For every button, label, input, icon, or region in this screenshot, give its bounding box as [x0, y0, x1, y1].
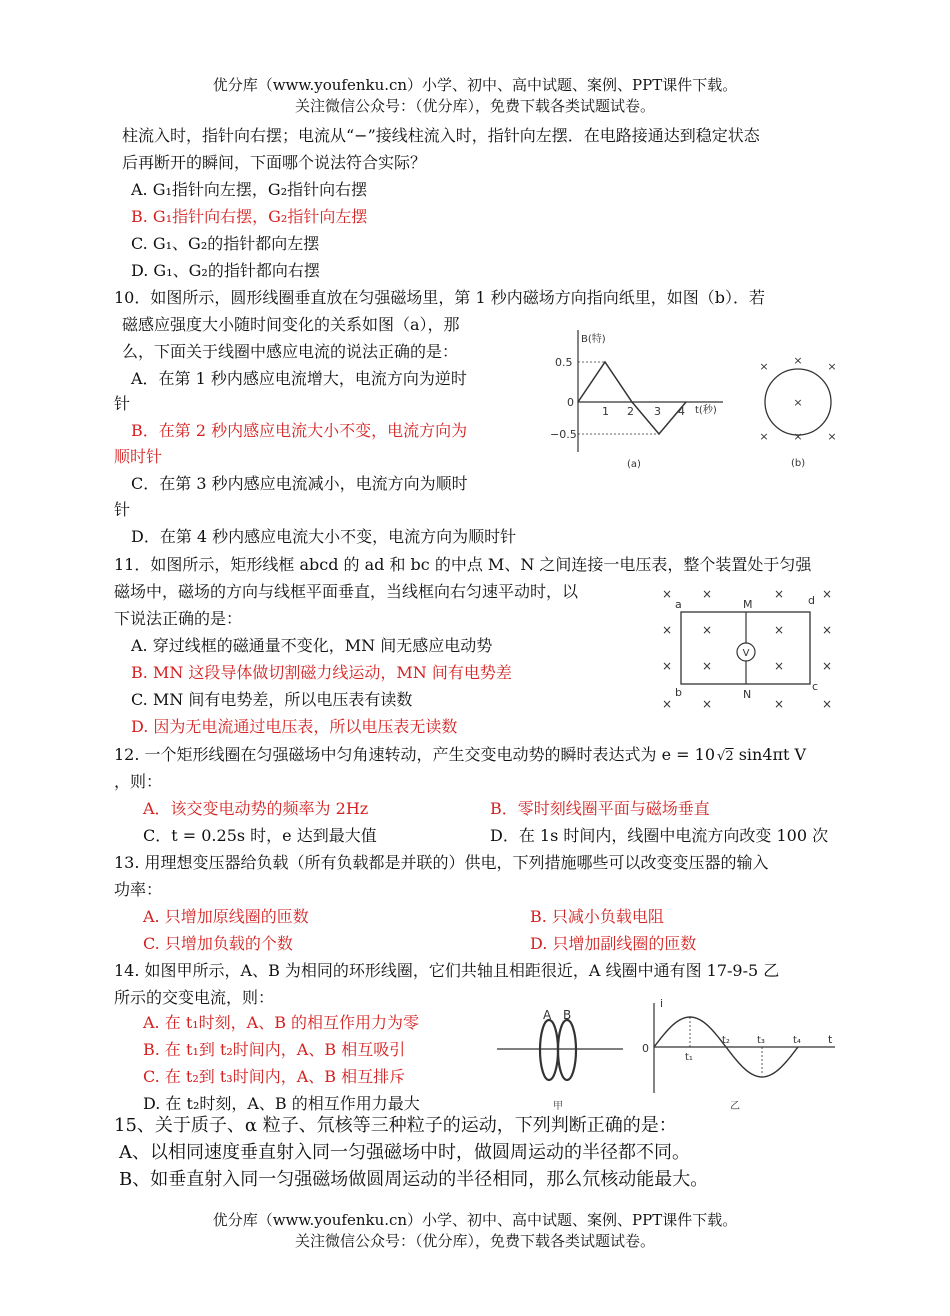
q11-option-d: D. 因为无电流通过电压表，所以电压表无读数: [131, 717, 458, 736]
field-cross: ×: [821, 659, 833, 673]
t1-label: t₁: [685, 1052, 693, 1063]
q10-stem-2: 磁感应强度大小随时间变化的关系如图（a），那: [122, 315, 460, 334]
vertex-d: d: [808, 594, 815, 607]
field-cross: ×: [773, 697, 785, 711]
field-cross: ×: [821, 697, 833, 711]
q13-option-a: A. 只增加原线圈的匝数: [143, 907, 309, 926]
field-cross: ×: [759, 360, 769, 373]
t2-label: t₂: [722, 1035, 730, 1046]
q12-stem-2: ，则：: [114, 772, 163, 791]
caption-yi: 乙: [730, 1101, 740, 1112]
origin-label: 0: [642, 1042, 649, 1055]
q10-stem-3: 么，下面关于线圈中感应电流的说法正确的是：: [122, 342, 459, 361]
q10-option-d: D．在第 4 秒内感应电流大小不变，电流方向为顺时针: [131, 527, 517, 546]
q9-continuation-2: 后再断开的瞬间，下面哪个说法符合实际？: [122, 153, 427, 172]
caption-a: (a): [627, 459, 641, 470]
sqrt-value: 2: [725, 749, 734, 764]
tick-3: 3: [654, 405, 661, 418]
q12-stem-formula: sin4πt V: [738, 745, 807, 764]
point-m: M: [743, 598, 753, 611]
q12-stem-1: [114, 744, 806, 768]
sqrt-sign: √2: [717, 749, 734, 764]
q11-stem-3: 下说法正确的是：: [114, 609, 243, 628]
field-cross: ×: [701, 659, 713, 673]
field-cross: ×: [773, 659, 785, 673]
field-cross: ×: [701, 623, 713, 637]
field-cross: ×: [827, 430, 837, 443]
q9-continuation-1: 柱流入时，指针向右摆；电流从“−”接线柱流入时，指针向左摆．在电路接通达到稳定状态: [122, 126, 760, 145]
caption-b: (b): [791, 458, 806, 469]
q14-figure-jia: [495, 1005, 625, 1113]
vertex-c: c: [812, 680, 819, 693]
coil-a: [540, 1020, 558, 1080]
q13-stem-2: 功率：: [114, 880, 163, 899]
q12-stem-text: 12. 一个矩形线圈在匀强磁场中匀角速转动，产生交变电动势的瞬时表达式为 e = 10: [114, 745, 716, 764]
field-cross: ×: [821, 587, 833, 601]
q15-stem: 15、关于质子、α 粒子、氘核等三种粒子的运动，下列判断正确的是：: [114, 1115, 677, 1136]
q13-stem-1: 13. 用理想变压器给负载（所有负载都是并联的）供电，下列措施哪些可以改变变压器的输入: [114, 853, 769, 872]
q9-option-c: C. G₁、G₂的指针都向左摆: [131, 234, 320, 253]
voltmeter-label: V: [742, 648, 750, 659]
q13-option-d: D. 只增加副线圈的匝数: [530, 934, 697, 953]
q11-option-c: C. MN 间有电势差，所以电压表有读数: [131, 690, 413, 709]
field-cross: ×: [661, 659, 673, 673]
q9-option-b: B. G₁指针向右摆，G₂指针向左摆: [131, 207, 368, 226]
q14-stem-2: 所示的交变电流，则：: [114, 988, 275, 1007]
t-axis-label: t(秒): [695, 405, 717, 416]
field-cross: ×: [827, 360, 837, 373]
tick-2: 2: [627, 405, 634, 418]
tick-0.5: 0.5: [555, 356, 573, 369]
q13-option-c: C. 只增加负载的个数: [143, 934, 293, 953]
header-line-2: 关注微信公众号：（优分库），免费下载各类试题试卷。: [294, 97, 655, 115]
q10-option-c: C．在第 3 秒内感应电流减小，电流方向为顺时: [131, 474, 468, 493]
q10-stem-1: 10．如图所示，圆形线圈垂直放在匀强磁场里，第 1 秒内磁场方向指向纸里，如图（b）．若: [114, 288, 765, 307]
q10-option-a: A．在第 1 秒内感应电流增大，电流方向为逆时: [131, 369, 467, 388]
q14-option-c: C. 在 t₂到 t₃时间内，A、B 相互排斥: [143, 1067, 406, 1086]
b-axis-label: B(特): [581, 334, 606, 345]
field-cross: ×: [701, 587, 713, 601]
t-axis-label: t: [828, 1033, 833, 1046]
vertex-b: b: [675, 686, 682, 699]
vertex-a: a: [675, 598, 682, 611]
q12-option-b: B．零时刻线圈平面与磁场垂直: [490, 799, 710, 818]
q12-option-a: A．该交变电动势的频率为 2Hz: [143, 799, 369, 818]
coil-a-label: A: [543, 1008, 552, 1022]
tick-4: 4: [678, 405, 685, 418]
footer-line-2: 关注微信公众号：（优分库），免费下载各类试题试卷。: [294, 1232, 655, 1250]
tick-1: 1: [602, 405, 609, 418]
q10-option-b: B．在第 2 秒内感应电流大小不变，电流方向为: [131, 421, 468, 440]
q9-option-a: A. G₁指针向左摆，G₂指针向右摆: [131, 180, 368, 199]
q12-option-d: D．在 1s 时间内，线圈中电流方向改变 100 次: [490, 826, 829, 845]
q14-option-a: A. 在 t₁时刻，A、B 的相互作用力为零: [143, 1013, 420, 1032]
field-cross: ×: [793, 430, 803, 443]
field-cross: ×: [773, 623, 785, 637]
field-cross: ×: [661, 697, 673, 711]
q15-option-a: A、以相同速度垂直射入同一匀强磁场中时，做圆周运动的半径都不同。: [119, 1142, 690, 1163]
q11-stem-2: 磁场中，磁场的方向与线框平面垂直，当线框向右匀速平动时，以: [114, 582, 579, 601]
q12-option-c: C．t = 0.25s 时，e 达到最大值: [143, 826, 377, 845]
q11-option-a: A. 穿过线框的磁通量不变化，MN 间无感应电动势: [131, 636, 493, 655]
point-n: N: [743, 688, 752, 701]
caption-jia: 甲: [553, 1101, 563, 1112]
footer-line-1: 优分库（www.youfenku.cn）小学、初中、高中试题、案例、PPT课件下载。: [212, 1211, 738, 1229]
tick-0: 0: [567, 396, 574, 409]
t4-label: t₄: [793, 1035, 801, 1046]
t3-label: t₃: [757, 1035, 765, 1046]
q14-option-d: D. 在 t₂时刻，A、B 的相互作用力最大: [143, 1094, 420, 1113]
q10-figure-a: [545, 322, 730, 472]
field-cross: ×: [821, 623, 833, 637]
q15-option-b: B、如垂直射入同一匀强磁场做圆周运动的半径相同，那么氘核动能最大。: [119, 1169, 709, 1190]
field-cross: ×: [661, 587, 673, 601]
coil-b: [558, 1020, 576, 1080]
q11-option-b: B. MN 这段导体做切割磁力线运动，MN 间有电势差: [131, 663, 512, 682]
q10-option-a-wrap: 针: [114, 394, 131, 413]
b-t-curve: [578, 362, 686, 434]
q11-figure: [655, 580, 840, 720]
field-cross: ×: [793, 396, 803, 409]
q14-figure-yi: [640, 995, 840, 1113]
field-cross: ×: [661, 623, 673, 637]
i-axis-label: i: [660, 997, 664, 1010]
tick-neg-0.5: −0.5: [550, 428, 577, 441]
coil-b-label: B: [563, 1008, 572, 1022]
q14-stem-1: 14. 如图甲所示，A、B 为相同的环形线圈，它们共轴且相距很近，A 线圈中通有图 17-9-5 乙: [114, 961, 780, 980]
field-cross: ×: [773, 587, 785, 601]
q13-option-b: B. 只减小负载电阻: [530, 907, 664, 926]
q9-option-d: D. G₁、G₂的指针都向右摆: [131, 261, 320, 280]
field-cross: ×: [759, 430, 769, 443]
q14-option-b: B. 在 t₁到 t₂时间内，A、B 相互吸引: [143, 1040, 406, 1059]
q10-option-c-wrap: 针: [114, 500, 131, 519]
field-cross: ×: [793, 354, 803, 367]
q11-stem-1: 11．如图所示，矩形线框 abcd 的 ad 和 bc 的中点 M、N 之间连接一电压表，整个装置处于匀强: [114, 555, 812, 574]
header-line-1: 优分库（www.youfenku.cn）小学、初中、高中试题、案例、PPT课件下载。: [212, 76, 738, 94]
q10-option-b-wrap: 顺时针: [114, 447, 163, 466]
q10-figure-b: [750, 350, 850, 475]
field-cross: ×: [701, 697, 713, 711]
